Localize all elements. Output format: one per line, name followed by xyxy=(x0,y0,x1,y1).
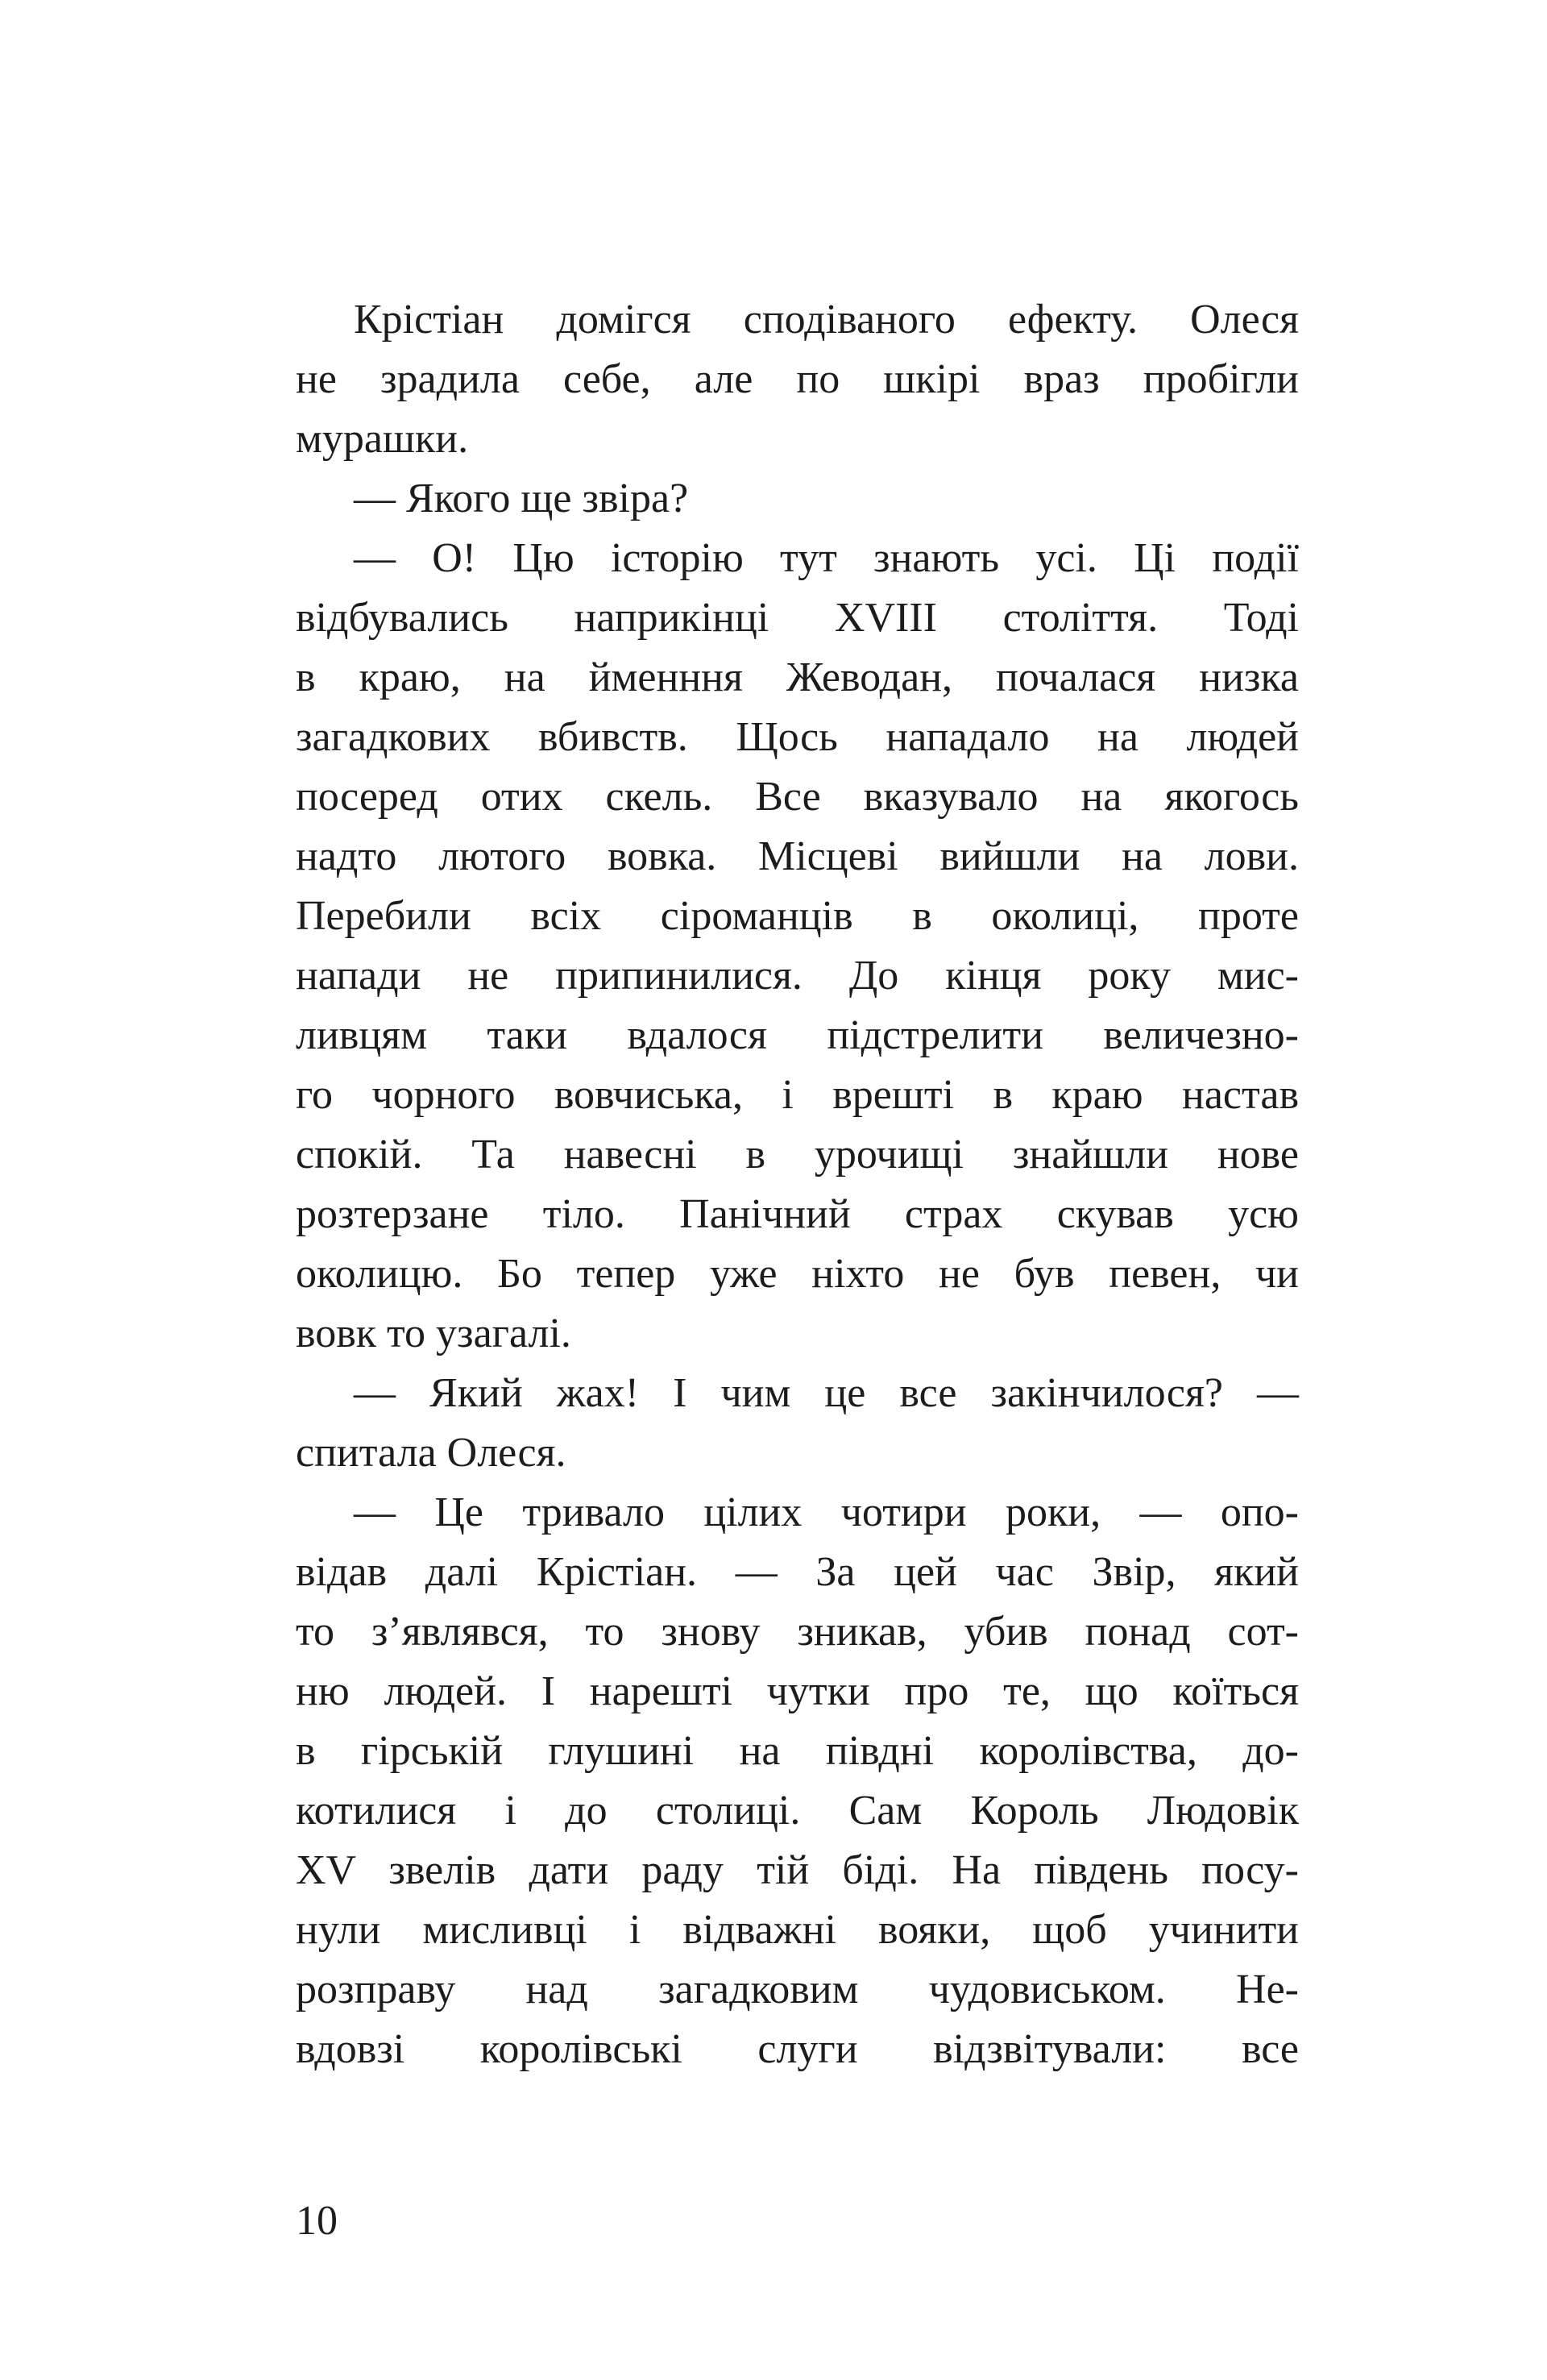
text-line: Крістіан домігся сподіваного ефекту. Олеся xyxy=(354,297,1299,343)
body-text xyxy=(296,290,1299,2079)
text-line: — Якого ще звіра? xyxy=(354,476,689,521)
text-line: в гірській глушині на півдні королівства, до- xyxy=(296,1728,1299,1774)
text-line: Перебили всіх сіроманців в околиці, проте xyxy=(296,893,1299,939)
text-line: відав далі Крістіан. — За цей час Звір, який xyxy=(296,1549,1299,1595)
text-line: — Це тривало цілих чотири роки, — опо- xyxy=(354,1489,1299,1535)
page-number: 10 xyxy=(296,2198,338,2244)
text-line: розтерзане тіло. Панічний страх скував усю xyxy=(296,1191,1299,1237)
text-line: — О! Цю історію тут знають усі. Ці події xyxy=(354,535,1299,581)
text-line: не зрадила себе, але по шкірі враз пробігли xyxy=(296,356,1299,402)
text-line: загадкових вбивств. Щось нападало на людей xyxy=(296,714,1299,760)
text-line: околицю. Бо тепер уже ніхто не був певен, чи xyxy=(296,1251,1299,1297)
text-line: нули мисливці і відважні вояки, щоб учинити xyxy=(296,1907,1299,1953)
text-line: XV звелів дати раду тій біді. На південь посу- xyxy=(296,1847,1299,1893)
text-line: спитала Олеся. xyxy=(296,1430,566,1476)
text-line: мурашки. xyxy=(296,416,469,462)
text-line: — Який жах! І чим це все закінчилося? — xyxy=(354,1370,1299,1416)
text-line: то з’являвся, то знову зникав, убив понад сот- xyxy=(296,1609,1299,1655)
text-line: напади не припинилися. До кінця року мис- xyxy=(296,953,1299,999)
text-line: спокій. Та навесні в урочищі знайшли нове xyxy=(296,1132,1299,1178)
text-line: розправу над загадковим чудовиськом. Не- xyxy=(296,1967,1299,2012)
text-line: вдовзі королівські слуги відзвітували: все xyxy=(296,2026,1299,2072)
text-line: котилися і до столиці. Сам Король Людовік xyxy=(296,1788,1299,1834)
text-line: надто лютого вовка. Місцеві вийшли на лови. xyxy=(296,833,1299,879)
text-line: в краю, на йменння Жеводан, почалася низка xyxy=(296,654,1299,700)
text-line: посеред отих скель. Все вказувало на якогось xyxy=(296,774,1299,820)
text-line: вовк то узагалі. xyxy=(296,1310,571,1356)
text-line: ню людей. І нарешті чутки про те, що коїться xyxy=(296,1668,1299,1714)
text-line: ливцям таки вдалося підстрелити величезно- xyxy=(296,1012,1299,1058)
text-line: го чорного вовчиська, і врешті в краю настав xyxy=(296,1072,1299,1118)
text-line: відбувались наприкінці XVIII століття. Тоді xyxy=(296,595,1299,641)
